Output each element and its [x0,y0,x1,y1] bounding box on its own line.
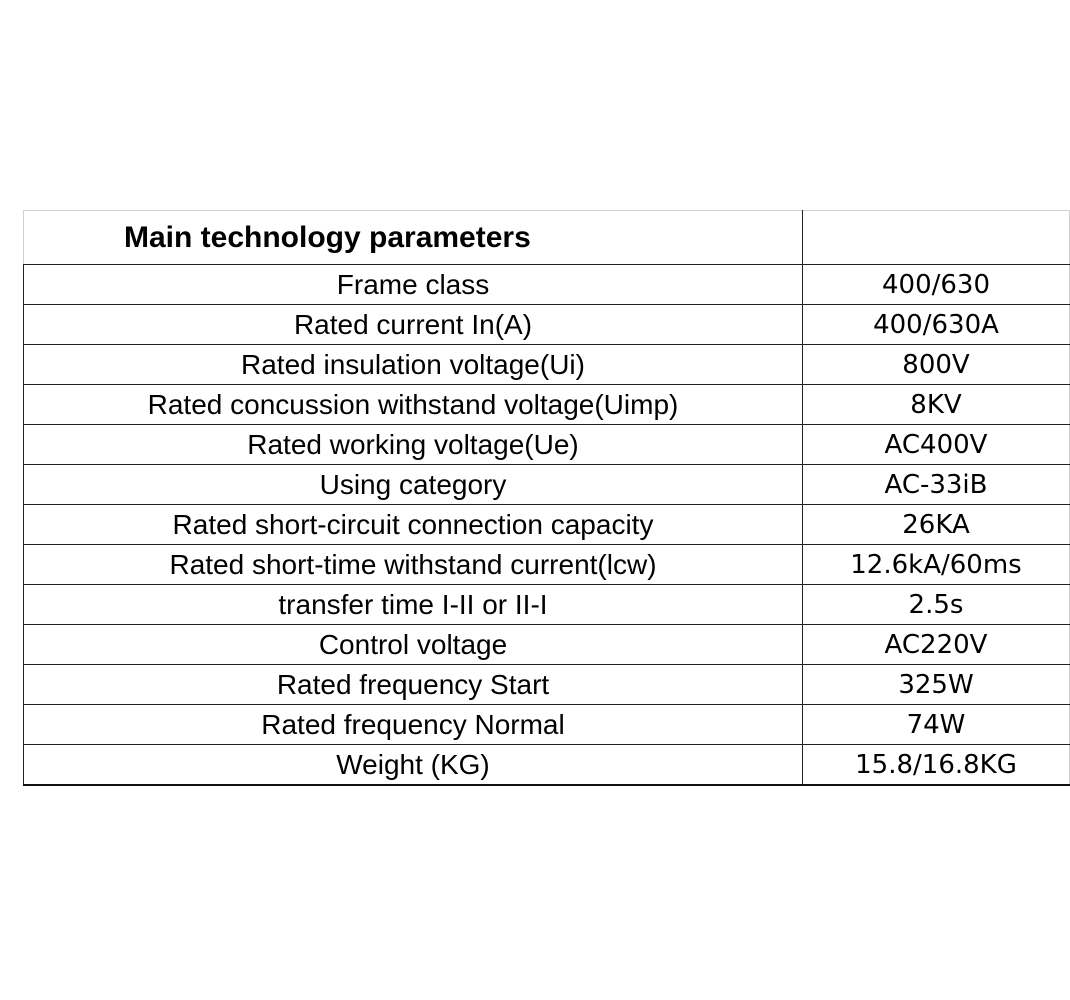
parameter-value: 2.5s [803,585,1070,625]
parameter-name: Using category [24,465,803,505]
parameter-name: Control voltage [24,625,803,665]
table-row [24,665,1070,705]
table-header-row [24,211,1070,265]
table-row [24,425,1070,465]
table-row [24,545,1070,585]
table-row [24,345,1070,385]
parameter-name: Rated frequency Start [24,665,803,705]
parameter-value: 8KV [803,385,1070,425]
parameters-table [23,210,1070,786]
parameter-value: 325W [803,665,1070,705]
table-title: Main technology parameters [24,211,803,265]
parameter-value: AC220V [803,625,1070,665]
table-row [24,505,1070,545]
table-row [24,385,1070,425]
parameter-value: 74W [803,705,1070,745]
parameter-name: Frame class [24,265,803,305]
parameter-value: AC-33iB [803,465,1070,505]
parameter-name: Rated insulation voltage(Ui) [24,345,803,385]
parameter-name: Rated concussion withstand voltage(Uimp) [24,385,803,425]
parameter-value: 12.6kA/60ms [803,545,1070,585]
table-row [24,585,1070,625]
parameter-value: 26KA [803,505,1070,545]
table-row [24,265,1070,305]
parameter-name: Rated short-time withstand current(lcw) [24,545,803,585]
parameter-value: 400/630A [803,305,1070,345]
table-row [24,745,1070,786]
parameter-value: 400/630 [803,265,1070,305]
parameter-name: transfer time I-II or II-I [24,585,803,625]
table-row [24,705,1070,745]
table-row [24,625,1070,665]
table-title-blank-cell [803,211,1070,265]
parameter-name: Rated current In(A) [24,305,803,345]
parameter-name: Rated working voltage(Ue) [24,425,803,465]
parameter-name: Weight (KG) [24,745,803,786]
table-row [24,305,1070,345]
parameter-value: 15.8/16.8KG [803,745,1070,786]
table-row [24,465,1070,505]
parameter-name: Rated short-circuit connection capacity [24,505,803,545]
parameter-value: AC400V [803,425,1070,465]
parameter-name: Rated frequency Normal [24,705,803,745]
parameter-value: 800V [803,345,1070,385]
